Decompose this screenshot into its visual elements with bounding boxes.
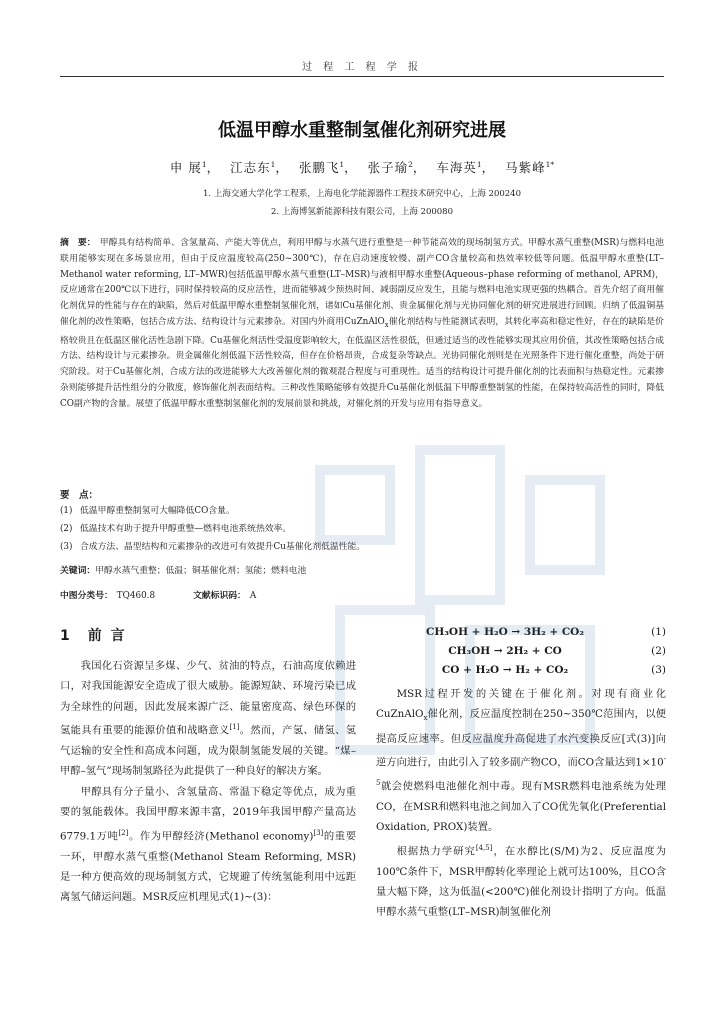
keywords-text: 甲醇水蒸气重整；低温；铜基催化剂；氢能；燃料电池 xyxy=(95,566,307,576)
affiliation-1: 1. 上海交通大学化学工程系，上海电化学能源器件工程技术研究中心，上海 200240 xyxy=(203,189,521,199)
right-column xyxy=(376,684,666,923)
abstract: 摘 要： 甲醇具有结构简单、含氢量高、产能大等优点，利用甲醇与水蒸气进行重整是一种节能高效的现场制氢方式。甲醇水蒸气重整(MSR)与燃料电池联用能够实现在多场景应用，但由于反应温度较高(250~300℃)，存在启动速度较慢、副产CO含量较高和热效率较低等问题。低温甲醇水重整(LT–Methanol water reforming, LT–MWR)包括低温甲醇水蒸气重整(LT–MSR)与液相甲醇水重整(Aqueous–phase reforming of methanol, APRM)，反应通常在200℃以下进行，同时保持较高的反应活性，进而能够减少预热时间、减弱副反应发生，且能与燃料电池实现更强的热耦合。首先介绍了商用催化剂优异的性能与存在的缺陷，然后对低温甲醇水重整制氢催化剂，诸如Cu基催化剂、贵金属催化剂与光协同催化剂的研究进展进行回顾。归纳了低温铜基催化剂的改性策略，包括合成方法、结构设计与元素掺杂。对国内外商用CuZnAlO$_x$催化剂结构与性能测试表明，其转化率高和稳定性好，存在的缺陷是价格较贵且在低温区催化活性急剧下降。Cu基催化剂活性受温度影响较大，在低温区活性很低，但通过适当的改性能够实现其应用价值，其改性策略包括合成方法、结构设计与元素掺杂。贵金属催化剂低温下活性较高，但存在价格昂贵，合成复杂等缺点。光协同催化剂则是在光照条件下进行催化重整，尚处于研究阶段。对于Cu基催化剂，合成方法的改进能够大大改善催化剂的微观混合程度与可重现性。适当的结构设计可提升催化剂的比表面积与热稳定性。元素掺杂则能够提升活性组分的分散度，修饰催化剂表面结构。三种改性策略能够有效提升Cu基催化剂低温下甲醇重整制氢的性能，在保持较高活性的同时，降低CO副产物的含量。展望了低温甲醇水重整制氢催化剂的发展前景和挑战，对催化剂的开发与应用有指导意义。 xyxy=(60,238,664,409)
affiliation-2: 2. 上海博氢新能源科技有限公司，上海 200080 xyxy=(271,207,453,217)
abstract-label: 摘 要： xyxy=(60,238,96,248)
section-heading: 1 前 言 xyxy=(60,628,127,644)
paragraph: 我国化石资源呈多煤、少气、贫油的特点，石油高度依赖进口，对我国能源安全造成了很大威胁。能源短缺、环境污染已成为全球性的问题，因此发展来源广泛、能量密度高、绿色环保的氢能具有重要的能源价值和战略意义[1]。然而，产氢、储氢、氢气运输的安全性和高成本问题，成为限制氢能发展的关键。“煤–甲醇–氢气”现场制氢路径为此提供了一种良好的解决方案。 xyxy=(60,660,357,778)
paragraph: 根据热力学研究[4,5]，在水醇比(S/M)为2、反应温度为100℃条件下，MSR甲醇转化率理论上就可达100%，且CO含量大幅下降，这为低温(<200℃)催化剂设计指明了方向。低温甲醇水蒸气重整(LT–MSR)制氢催化剂 xyxy=(376,843,667,919)
abstract-text: 甲醇具有结构简单、含氢量高、产能大等优点，利用甲醇与水蒸气进行重整是一种节能高效的现场制氢方式。甲醇水蒸气重整(MSR)与燃料电池联用能够实现在多场景应用，但由于反应温度较高(250~300℃)，存在启动速度较慢、副产CO含量较高和热效率较低等问题。低温甲醇水重整(LT–Methanol water reforming, LT–MWR)包括低温甲醇水蒸气重整(LT–MSR)与液相甲醇水重整(Aqueous–phase reforming of methanol, APRM)，反应通常在200℃以下进行，同时保持较高的反应活性，进而能够减少预热时间、减弱副反应发生，且能与燃料电池实现更强的热耦合。首先介绍了商用催化剂优异的性能与存在的缺陷，然后对低温甲醇水重整制氢催化剂，诸如Cu基催化剂、贵金属催化剂与光协同催化剂的研究进展进行回顾。归纳了低温铜基催化剂的改性策略，包括合成方法、结构设计与元素掺杂。对国内外商用CuZnAlO xyxy=(60,238,664,327)
author: 张子瑜$^2$ xyxy=(367,159,413,175)
author-list: 申 展$^1$， 江志东$^1$， 张鹏飞$^1$， 张子瑜$^2$， 车海英$^1$， 马紫峰$^{1*}$ xyxy=(169,159,555,175)
author: 江志东$^1$ xyxy=(230,159,276,175)
doc-code-label: 文献标识码： xyxy=(193,591,246,601)
highlight-item: (1) 低温甲醇重整制氢可大幅降低CO含量。 xyxy=(60,506,235,516)
author: 车海英$^1$ xyxy=(436,159,482,175)
highlights-title: 要 点： xyxy=(60,490,99,501)
author: 马紫峰$^{1*}$ xyxy=(505,159,555,175)
highlight-item: (2) 低温技术有助于提升甲醇重整—燃料电池系统热效率。 xyxy=(60,524,292,534)
highlight-item: (3) 合成方法、晶型结构和元素掺杂的改进可有效提升Cu基催化剂低温性能。 xyxy=(60,542,366,552)
clc-label: 中图分类号： xyxy=(60,591,113,601)
paper-title: 低温甲醇水重整制氢催化剂研究进展 xyxy=(218,120,506,141)
header-rule xyxy=(60,76,664,77)
journal-header: 过 程 工 程 学 报 xyxy=(302,62,422,73)
abstract-text: 催化剂结构与性能测试表明，其转化率高和稳定性好，存在的缺陷是价格较贵且在低温区催化活性急剧下降。Cu基催化剂活性受温度影响较大，在低温区活性很低，但通过适当的改性能够实现其应用价值，其改性策略包括合成方法、结构设计与元素掺杂。贵金属催化剂低温下活性较高，但存在价格昂贵，合成复杂等缺点。光协同催化剂则是在光照条件下进行催化重整，尚处于研究阶段。对于Cu基催化剂，合成方法的改进能够大大改善催化剂的微观混合程度与可重现性。适当的结构设计可提升催化剂的比表面积与热稳定性。元素掺杂则能够提升活性组分的分散度，修饰催化剂表面结构。三种改性策略能够有效提升Cu基催化剂低温下甲醇重整制氢的性能，在保持较高活性的同时，降低CO副产物的含量。展望了低温甲醇水重整制氢催化剂的发展前景和挑战，对催化剂的开发与应用有指导意义。 xyxy=(60,316,664,409)
keywords xyxy=(60,563,664,576)
doc-code-value: A xyxy=(249,591,257,601)
keywords-label: 关键词： xyxy=(60,566,96,576)
classification-line xyxy=(60,588,260,601)
paragraph: MSR过程开发的关键在于催化剂。对现有商业化CuZnAlO$_x$催化剂，反应温度控制在250~350℃范围内，以便提高反应速率。但反应温度升高促进了水汽变换反应[式(3)]向逆方向进行，由此引入了较多副产物CO，而CO含量达到$1\times 10^{-5}$就会使燃料电池催化剂中毒。现有MSR燃料电池系统为处理CO，在MSR和燃料电池之间加入了CO优先氧化(Preferential Oxidation, PROX)装置。 xyxy=(376,688,666,834)
left-column xyxy=(60,656,356,908)
paragraph: 甲醇具有分子量小、含氢量高、常温下稳定等优点，成为重要的氢能载体。我国甲醇来源丰富，2019年我国甲醇产量高达6779.1万吨[2]。作为甲醇经济(Methanol economy)[3]的重要一环，甲醇水蒸气重整(Methanol Steam Reforming, MSR)是一种方便高效的现场制氢方式，它规避了传统氢能利用中远距离氢气储运问题。MSR反应机理见式(1)~(3)： xyxy=(60,785,357,904)
clc-value: TQ460.8 xyxy=(116,591,156,601)
author: 申 展$^1$ xyxy=(169,159,207,175)
author: 张鹏飞$^1$ xyxy=(298,159,345,175)
